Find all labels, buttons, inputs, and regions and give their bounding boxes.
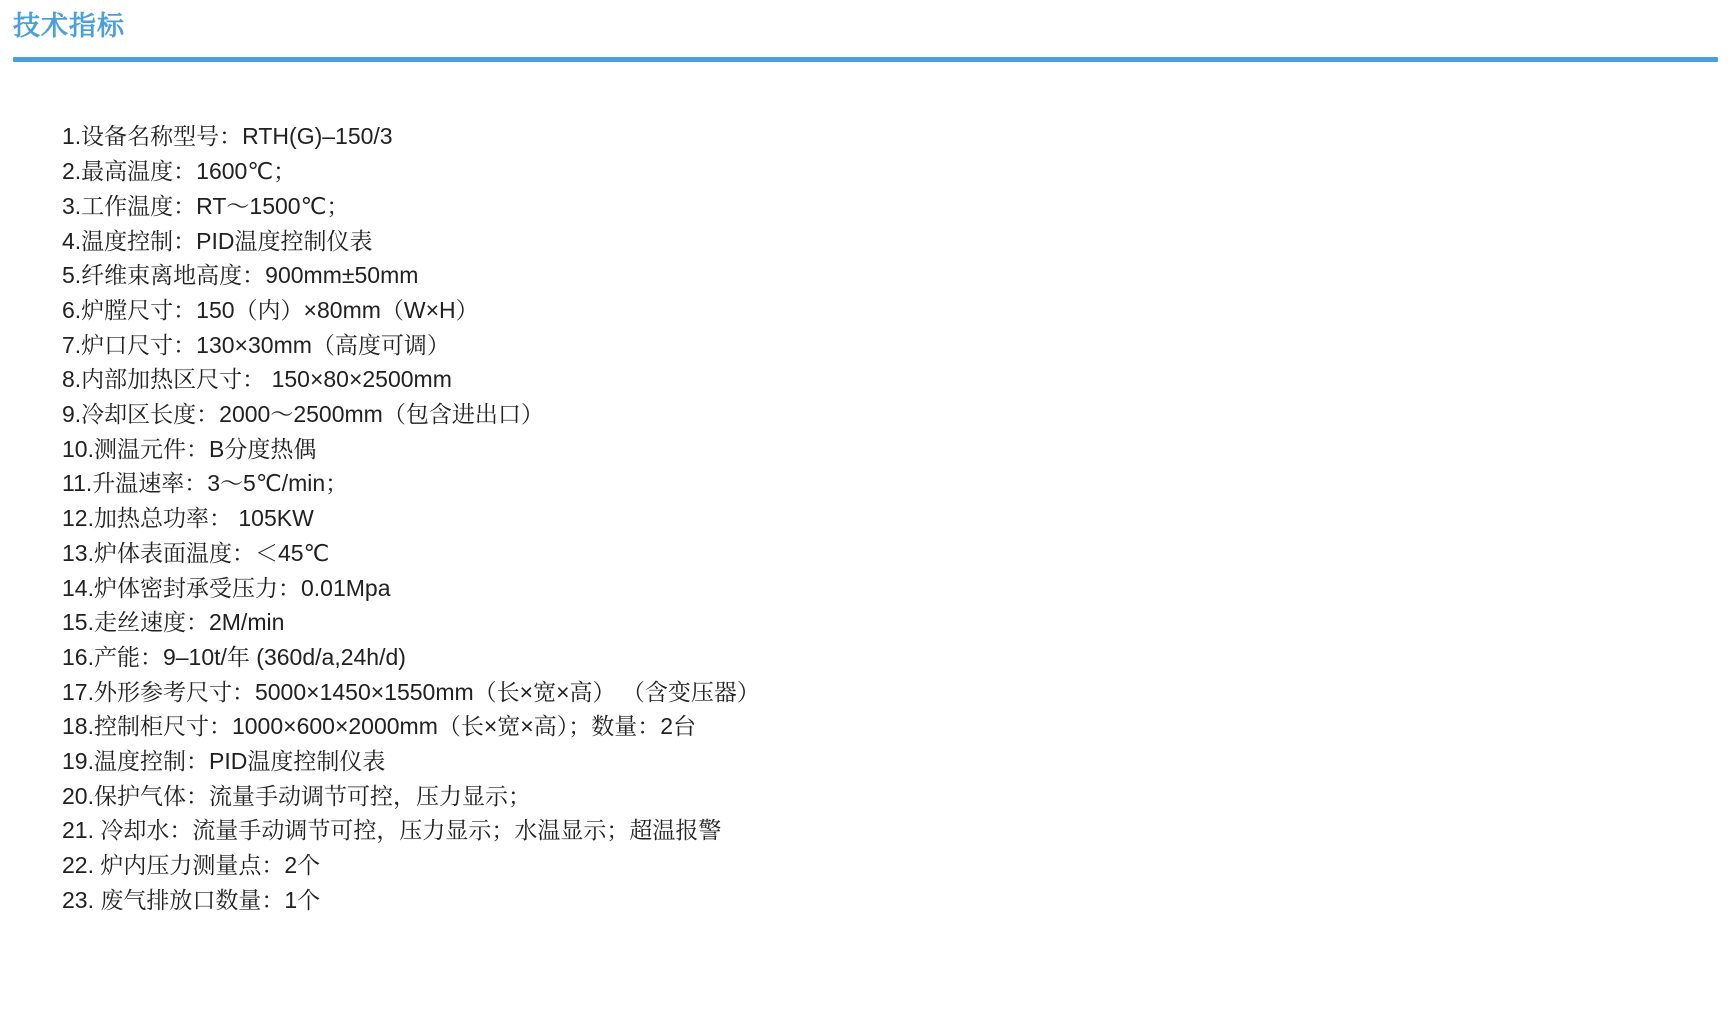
spec-item: 15.走丝速度：2M/min [62,609,285,636]
spec-item: 4.温度控制：PID温度控制仪表 [62,227,373,254]
spec-item: 10.测温元件：B分度热偶 [62,435,317,462]
spec-item: 12.加热总功率： 105KW [62,505,314,532]
spec-item: 2.最高温度：1600℃； [62,158,297,185]
spec-item: 11.升温速率：3～5℃/min； [62,470,349,497]
spec-list [0,62,1736,917]
spec-item: 9.冷却区长度：2000～2500mm（包含进出口） [62,401,544,428]
spec-item: 13.炉体表面温度：＜45℃ [62,539,330,566]
spec-item: 23. 废气排放口数量：1个 [62,886,321,913]
spec-item: 21. 冷却水：流量手动调节可控，压力显示；水温显示；超温报警 [62,817,722,844]
spec-item: 1.设备名称型号：RTH(G)–150/3 [62,123,393,150]
spec-item: 20.保护气体：流量手动调节可控，压力显示； [62,782,531,809]
section-header [0,0,1736,42]
spec-item: 5.纤维束离地高度：900mm±50mm [62,262,419,289]
spec-item: 6.炉膛尺寸：150（内）×80mm（W×H） [62,296,479,323]
spec-item: 7.炉口尺寸：130×30mm（高度可调） [62,331,450,358]
spec-item: 19.温度控制：PID温度控制仪表 [62,748,386,775]
spec-item: 22. 炉内压力测量点：2个 [62,852,321,879]
spec-item: 16.产能：9–10t/年 (360d/a,24h/d) [62,643,406,670]
page-title: 技术指标 [13,11,125,41]
spec-item: 14.炉体密封承受压力：0.01Mpa [62,574,391,601]
spec-item: 8.内部加热区尺寸： 150×80×2500mm [62,366,452,393]
spec-item: 18.控制柜尺寸：1000×600×2000mm（长×宽×高）；数量：2台 [62,713,697,740]
spec-item: 3.工作温度：RT～1500℃； [62,192,350,219]
spec-item: 17.外形参考尺寸：5000×1450×1550mm（长×宽×高） （含变压器） [62,678,760,705]
